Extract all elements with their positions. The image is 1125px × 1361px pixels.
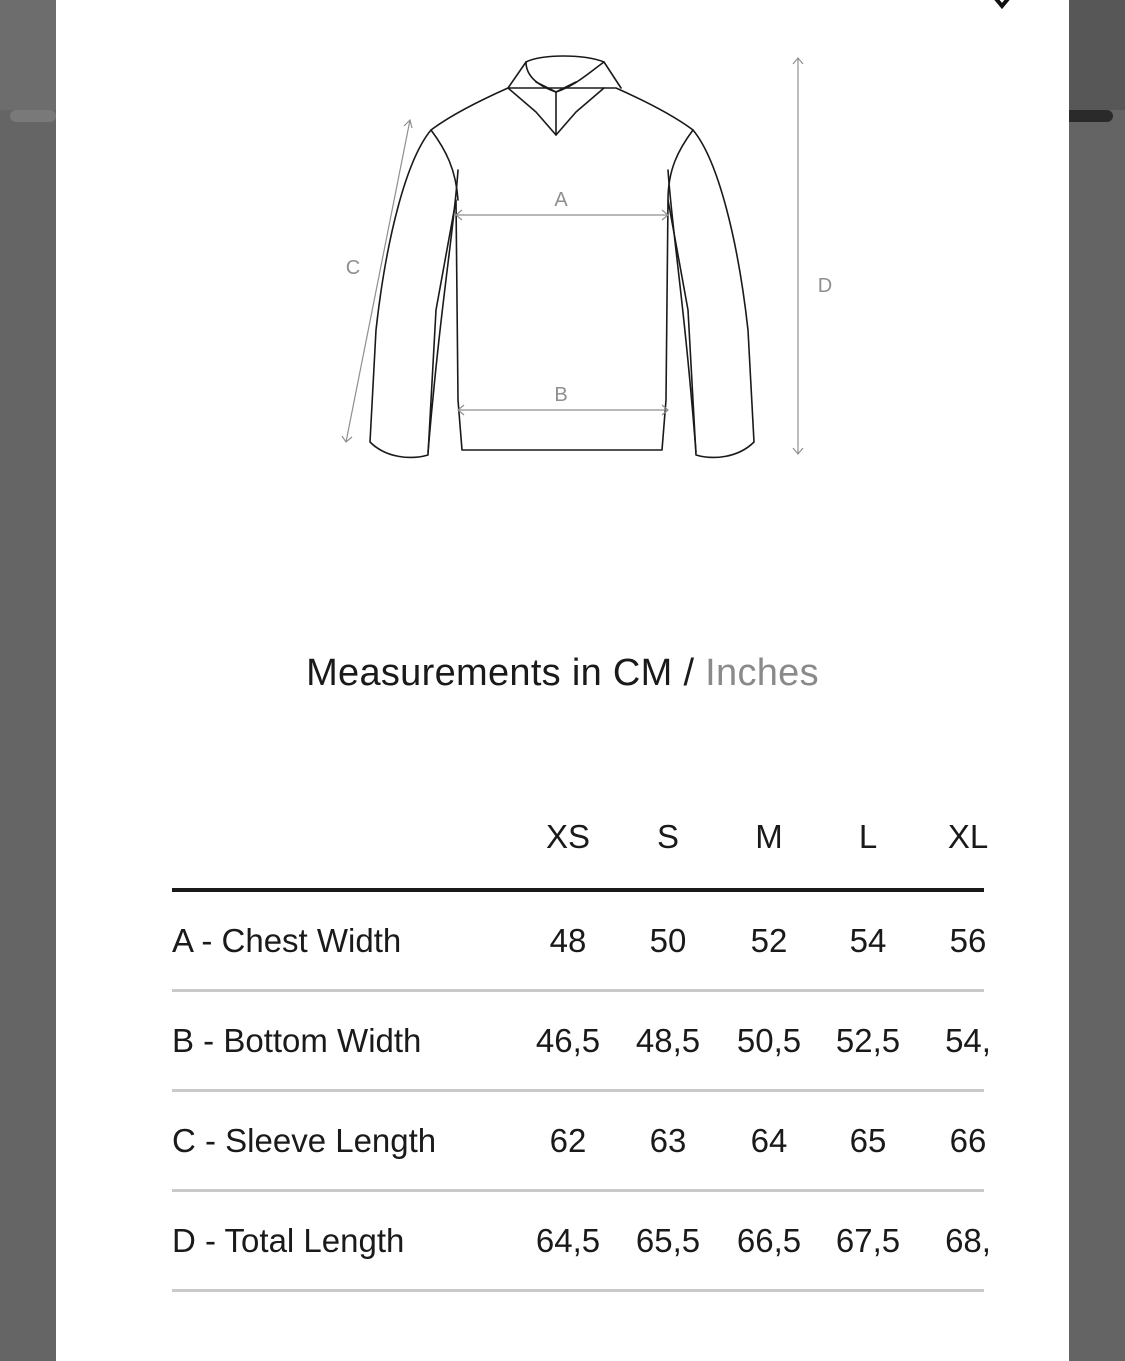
background-strip <box>1069 0 1125 110</box>
sleeve-length-line <box>346 120 410 442</box>
label-b: B <box>554 384 568 406</box>
table-cell: 63 <box>649 1122 687 1159</box>
row-label: C - Sleeve Length <box>172 1122 437 1159</box>
size-table <box>172 812 991 1292</box>
background-left-panel <box>0 0 56 1361</box>
size-header-row <box>172 812 989 892</box>
size-xl: XL <box>947 818 989 855</box>
size-xs: XS <box>545 818 591 855</box>
table-cell: 67,5 <box>835 1222 901 1259</box>
table-cell: 52,5 <box>835 1022 901 1059</box>
table-cell: 62 <box>549 1122 587 1159</box>
row-label: D - Total Length <box>172 1222 405 1259</box>
size-guide-modal <box>56 0 1069 1361</box>
table-cell: 65 <box>849 1122 887 1159</box>
size-m: M <box>755 818 783 855</box>
garment-diagram <box>56 0 1069 480</box>
table-cell: 52 <box>750 922 788 959</box>
table-cell: 64,5 <box>535 1222 601 1259</box>
background-bar <box>10 110 56 122</box>
size-s: S <box>656 818 679 855</box>
unit-separator: / <box>683 652 695 694</box>
table-cell: 48,5 <box>635 1022 701 1059</box>
row-label: B - Bottom Width <box>172 1022 422 1059</box>
table-cell: 54, <box>945 1022 991 1059</box>
unit-cm: Measurements in CM <box>306 652 673 694</box>
background-strip <box>0 0 56 110</box>
row-label: A - Chest Width <box>172 922 402 959</box>
table-cell: 68, <box>945 1222 991 1259</box>
label-c: C <box>345 257 361 279</box>
table-cell: 66 <box>949 1122 987 1159</box>
table-row-bottom-width <box>172 992 991 1092</box>
background-bar <box>1069 110 1113 122</box>
table-cell: 50,5 <box>736 1022 802 1059</box>
background-right-panel <box>1069 0 1125 1361</box>
units-heading <box>56 652 1069 695</box>
label-a: A <box>554 189 568 211</box>
table-row-chest-width <box>172 892 987 992</box>
table-row-sleeve-length <box>172 1092 987 1192</box>
table-cell: 50 <box>649 922 687 959</box>
table-cell: 54 <box>849 922 887 959</box>
size-l: L <box>858 818 878 855</box>
measurement-lines <box>342 58 803 454</box>
table-cell: 46,5 <box>535 1022 601 1059</box>
table-cell: 65,5 <box>635 1222 701 1259</box>
table-cell: 66,5 <box>736 1222 802 1259</box>
table-row-total-length <box>172 1192 991 1292</box>
label-d: D <box>817 275 833 297</box>
table-cell: 64 <box>750 1122 788 1159</box>
table-cell: 56 <box>949 922 987 959</box>
unit-inches-toggle[interactable]: Inches <box>705 652 819 694</box>
table-cell: 48 <box>549 922 587 959</box>
